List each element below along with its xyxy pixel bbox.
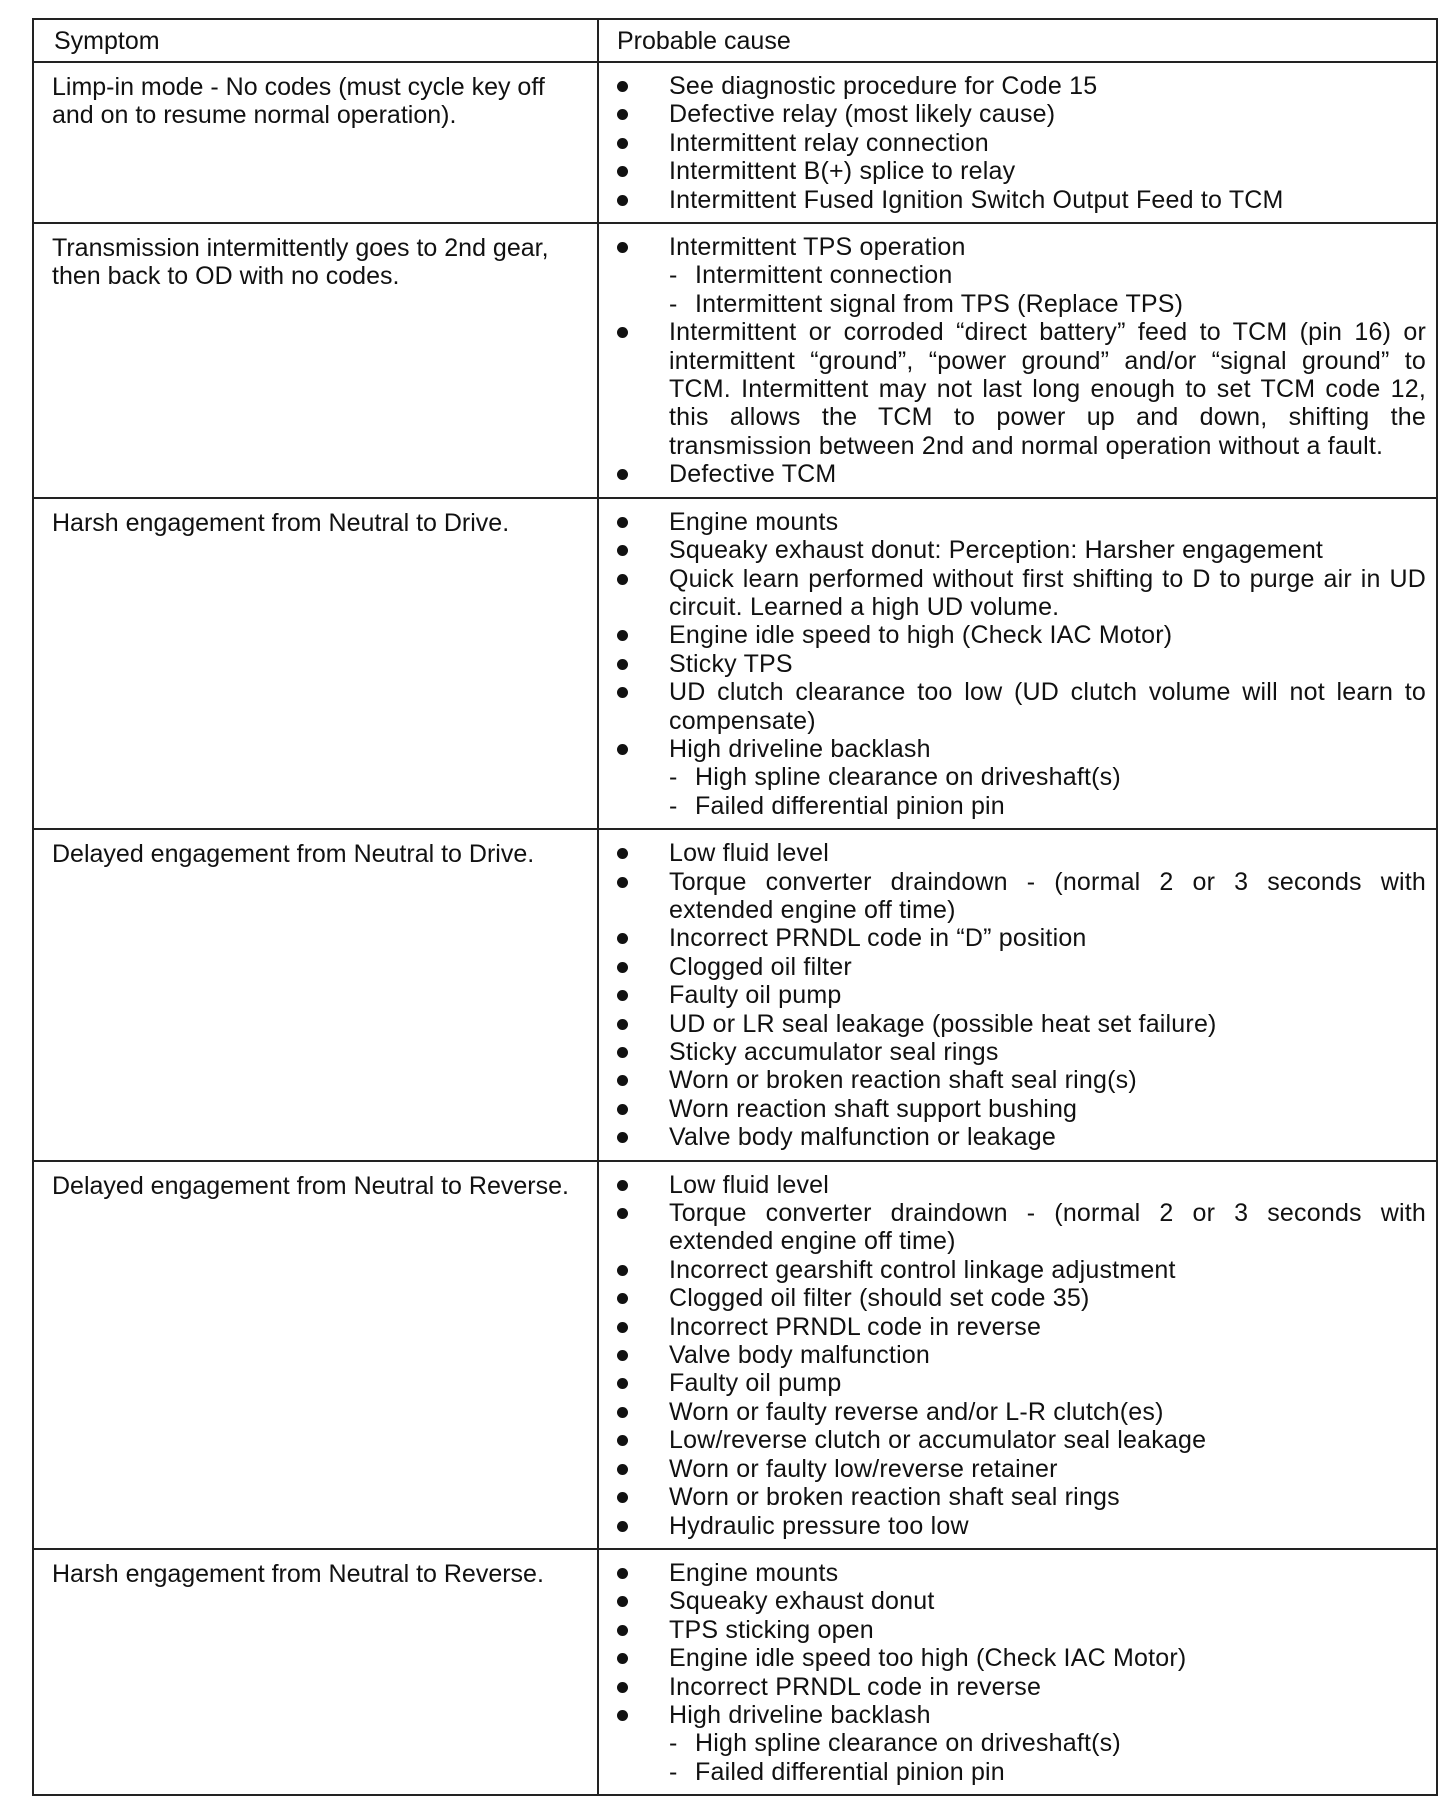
cause-text: Faulty oil pump — [669, 1369, 842, 1398]
probable-cause-cell — [598, 1549, 1437, 1795]
table-row — [33, 1161, 1437, 1549]
cause-item — [599, 1512, 1426, 1540]
dash-marker: - — [669, 289, 678, 318]
cause-text: Defective relay (most likely cause) — [669, 100, 1056, 129]
cause-item — [599, 1313, 1426, 1341]
cause-text: Intermittent connection — [695, 261, 953, 290]
cause-list — [599, 224, 1436, 497]
bullet-icon — [617, 1568, 628, 1579]
cause-text: Incorrect PRNDL code in reverse — [669, 1672, 1042, 1701]
symptom-text: Harsh engagement from Neutral to Reverse. — [52, 1559, 544, 1588]
probable-cause-cell — [598, 498, 1437, 829]
cause-item — [599, 1587, 1426, 1615]
cause-text: Valve body malfunction — [669, 1341, 931, 1370]
table-row — [33, 498, 1437, 829]
cause-item — [599, 678, 1426, 735]
cause-item — [599, 953, 1426, 981]
table-row — [33, 1549, 1437, 1795]
symptom-text: Delayed engagement from Neutral to Drive. — [52, 840, 535, 869]
bullet-icon — [617, 327, 628, 338]
cause-text: Low fluid level — [669, 1170, 830, 1199]
table-header-row — [33, 19, 1437, 62]
bullet-icon — [617, 630, 628, 641]
cause-item — [599, 1369, 1426, 1397]
bullet-icon — [617, 574, 628, 585]
cause-item — [599, 924, 1426, 952]
bullet-icon — [617, 1625, 628, 1636]
cause-text: Torque converter draindown - (normal 2 or 3 seconds with extended engine off time) — [669, 867, 1426, 924]
probable-cause-column-header: Probable cause — [598, 19, 1437, 62]
cause-text: High spline clearance on driveshaft(s) — [695, 763, 1121, 792]
diagnosis-table — [32, 18, 1438, 1796]
cause-text: High spline clearance on driveshaft(s) — [695, 1729, 1121, 1758]
dash-marker: - — [669, 763, 678, 792]
bullet-icon — [617, 1407, 628, 1418]
cause-item — [599, 1341, 1426, 1369]
cause-item — [599, 129, 1426, 157]
cause-item — [599, 650, 1426, 678]
cause-item — [599, 318, 1426, 460]
bullet-icon — [617, 242, 628, 253]
symptom-text: Transmission intermittently goes to 2nd gear, then back to OD with no codes. — [52, 234, 549, 291]
cause-item — [599, 536, 1426, 564]
cause-text: Incorrect gearshift control linkage adjustment — [669, 1255, 1176, 1284]
bullet-icon — [617, 109, 628, 120]
bullet-icon — [617, 1265, 628, 1276]
bullet-icon — [617, 545, 628, 556]
cause-text: See diagnostic procedure for Code 15 — [669, 72, 1098, 100]
sub-cause-item — [599, 763, 1426, 791]
bullet-icon — [617, 1293, 628, 1304]
cause-text: Intermittent relay connection — [669, 128, 989, 157]
symptom-cell — [33, 62, 598, 223]
cause-text: Worn or faulty low/reverse retainer — [669, 1454, 1058, 1483]
cause-item — [599, 1284, 1426, 1312]
cause-text: Squeaky exhaust donut: Perception: Harsher engagement — [669, 536, 1324, 565]
bullet-icon — [617, 1710, 628, 1721]
bullet-icon — [617, 166, 628, 177]
bullet-icon — [617, 744, 628, 755]
cause-item — [599, 1559, 1426, 1587]
dash-marker: - — [669, 1757, 678, 1786]
cause-item — [599, 621, 1426, 649]
cause-item — [599, 1010, 1426, 1038]
cause-item — [599, 1171, 1426, 1199]
cause-text: Intermittent B(+) splice to relay — [669, 157, 1016, 186]
cause-item — [599, 1455, 1426, 1483]
cause-item — [599, 186, 1426, 214]
bullet-icon — [617, 1435, 628, 1446]
cause-text: UD clutch clearance too low (UD clutch volume will not learn to compensate) — [669, 678, 1426, 735]
dash-marker: - — [669, 261, 678, 290]
cause-list — [599, 63, 1436, 222]
cause-item — [599, 1038, 1426, 1066]
symptom-cell — [33, 829, 598, 1160]
bullet-icon — [617, 877, 628, 888]
cause-item — [599, 157, 1426, 185]
bullet-icon — [617, 1521, 628, 1532]
bullet-icon — [617, 933, 628, 944]
cause-text: Engine mounts — [669, 1558, 839, 1587]
probable-cause-cell — [598, 62, 1437, 223]
table-body — [33, 62, 1437, 1795]
cause-text: UD or LR seal leakage (possible heat set failure) — [669, 1009, 1217, 1038]
cause-text: Failed differential pinion pin — [695, 791, 1005, 820]
bullet-icon — [617, 1208, 628, 1219]
cause-text: Intermittent or corroded “direct battery” feed to TCM (pin 16) or intermittent “ground”, “power ground” and/or “signal ground” to TCM. Intermittent may not last long enough to set TCM code 12, this allows the TCM to power up and down, shifting the transmission between 2nd and normal operation without a fault. — [669, 318, 1426, 460]
cause-text: Intermittent signal from TPS (Replace TPS) — [695, 289, 1184, 318]
bullet-icon — [617, 1378, 628, 1389]
cause-item — [599, 1095, 1426, 1123]
cause-text: Sticky accumulator seal rings — [669, 1038, 999, 1066]
symptom-cell — [33, 223, 598, 498]
cause-list — [599, 830, 1436, 1159]
bullet-icon — [617, 1464, 628, 1475]
cause-text: Incorrect PRNDL code in “D” position — [669, 924, 1087, 953]
cause-text: Hydraulic pressure too low — [669, 1511, 969, 1540]
cause-text: Worn or faulty reverse and/or L-R clutch(es) — [669, 1397, 1164, 1426]
bullet-icon — [617, 195, 628, 206]
cause-item — [599, 1483, 1426, 1511]
cause-text: Clogged oil filter — [669, 952, 852, 981]
probable-cause-cell — [598, 1161, 1437, 1549]
dash-marker: - — [669, 1729, 678, 1758]
cause-text: Failed differential pinion pin — [695, 1757, 1005, 1786]
cause-text: Quick learn performed without first shifting to D to purge air in UD circuit. Learned a high UD volume. — [669, 564, 1426, 621]
sub-cause-item — [599, 792, 1426, 820]
cause-item — [599, 1616, 1426, 1644]
cause-text: Engine idle speed too high (Check IAC Motor) — [669, 1644, 1187, 1673]
cause-text: Low/reverse clutch or accumulator seal leakage — [669, 1426, 1207, 1455]
bullet-icon — [617, 848, 628, 859]
cause-text: Clogged oil filter (should set code 35) — [669, 1284, 1090, 1313]
table-row — [33, 829, 1437, 1160]
table-row — [33, 223, 1437, 498]
bullet-icon — [617, 1019, 628, 1030]
cause-item — [599, 508, 1426, 536]
cause-text: Defective TCM — [669, 460, 837, 489]
cause-item — [599, 981, 1426, 1009]
cause-item — [599, 1066, 1426, 1094]
bullet-icon — [617, 1492, 628, 1503]
bullet-icon — [617, 469, 628, 480]
bullet-icon — [617, 1075, 628, 1086]
bullet-icon — [617, 990, 628, 1001]
cause-item — [599, 735, 1426, 763]
cause-item — [599, 1256, 1426, 1284]
cause-item — [599, 1644, 1426, 1672]
cause-text: Squeaky exhaust donut — [669, 1587, 935, 1616]
sub-cause-item — [599, 290, 1426, 318]
symptom-text: Limp-in mode - No codes (must cycle key off and on to resume normal operation). — [52, 73, 545, 130]
cause-text: Sticky TPS — [669, 649, 793, 678]
symptom-text: Harsh engagement from Neutral to Drive. — [52, 508, 510, 537]
bullet-icon — [617, 1132, 628, 1143]
bullet-icon — [617, 1653, 628, 1664]
bullet-icon — [617, 138, 628, 149]
bullet-icon — [617, 1180, 628, 1191]
cause-item — [599, 1673, 1426, 1701]
symptom-cell — [33, 498, 598, 829]
cause-item — [599, 100, 1426, 128]
cause-item — [599, 1701, 1426, 1729]
cause-item — [599, 565, 1426, 622]
bullet-icon — [617, 1596, 628, 1607]
symptom-column-header: Symptom — [33, 19, 598, 62]
bullet-icon — [617, 1104, 628, 1115]
cause-item — [599, 233, 1426, 261]
cause-item — [599, 839, 1426, 867]
bullet-icon — [617, 517, 628, 528]
dash-marker: - — [669, 791, 678, 820]
symptom-cell — [33, 1549, 598, 1795]
bullet-icon — [617, 1322, 628, 1333]
cause-text: Incorrect PRNDL code in reverse — [669, 1312, 1042, 1341]
bullet-icon — [617, 1350, 628, 1361]
sub-cause-item — [599, 1729, 1426, 1757]
cause-list — [599, 1550, 1436, 1794]
probable-cause-cell — [598, 223, 1437, 498]
cause-item — [599, 1199, 1426, 1256]
cause-text: Intermittent TPS operation — [669, 233, 966, 262]
cause-list — [599, 499, 1436, 828]
bullet-icon — [617, 687, 628, 698]
cause-text: Engine mounts — [669, 507, 839, 536]
bullet-icon — [617, 962, 628, 973]
cause-text: High driveline backlash — [669, 734, 931, 763]
bullet-icon — [617, 1682, 628, 1693]
cause-text: Faulty oil pump — [669, 981, 842, 1010]
bullet-icon — [617, 81, 628, 92]
cause-list — [599, 1162, 1436, 1548]
symptom-cell — [33, 1161, 598, 1549]
cause-item — [599, 1426, 1426, 1454]
cause-text: Low fluid level — [669, 839, 830, 868]
bullet-icon — [617, 1047, 628, 1058]
cause-text: Torque converter draindown - (normal 2 or 3 seconds with extended engine off time) — [669, 1199, 1426, 1256]
cause-text: Valve body malfunction or leakage — [669, 1123, 1056, 1152]
cause-text: Worn reaction shaft support bushing — [669, 1094, 1078, 1123]
sub-cause-item — [599, 261, 1426, 289]
probable-cause-cell — [598, 829, 1437, 1160]
cause-item — [599, 72, 1426, 100]
bullet-icon — [617, 659, 628, 670]
cause-text: Intermittent Fused Ignition Switch Output Feed to TCM — [669, 185, 1284, 214]
table-row — [33, 62, 1437, 223]
cause-text: High driveline backlash — [669, 1700, 931, 1729]
cause-text: Worn or broken reaction shaft seal rings — [669, 1483, 1120, 1512]
cause-item — [599, 1398, 1426, 1426]
cause-item — [599, 868, 1426, 925]
symptom-text: Delayed engagement from Neutral to Reverse. — [52, 1171, 569, 1200]
cause-item — [599, 460, 1426, 488]
cause-item — [599, 1123, 1426, 1151]
cause-text: TPS sticking open — [669, 1615, 874, 1644]
cause-text: Engine idle speed to high (Check IAC Motor) — [669, 621, 1173, 650]
cause-text: Worn or broken reaction shaft seal ring(s) — [669, 1066, 1137, 1095]
